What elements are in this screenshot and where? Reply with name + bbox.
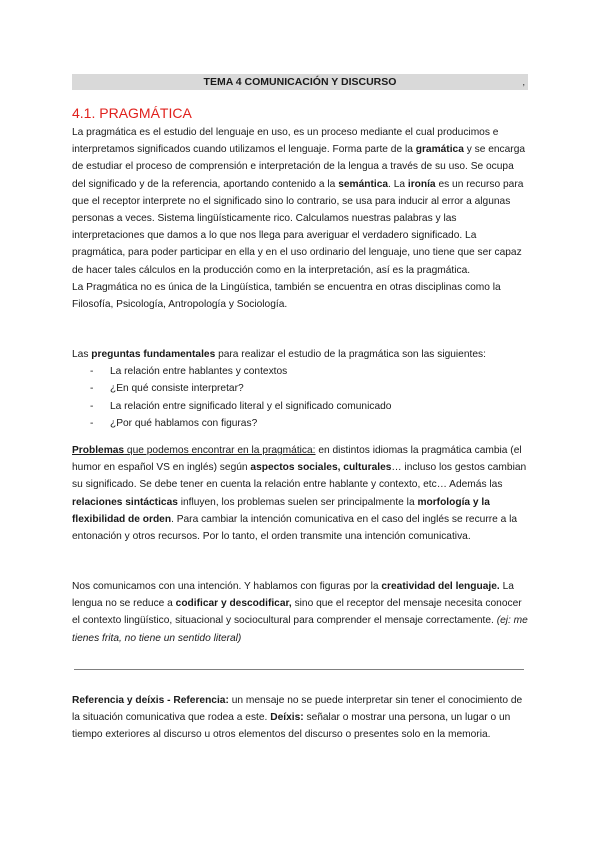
list-item: - La relación entre significado literal y el significado comunicado [90, 398, 530, 415]
section-title: 4.1. PRAGMÁTICA [72, 105, 192, 121]
disciplines-text: La Pragmática no es única de la Lingüística, también se encuentra en otras disciplinas como la Filosofía, Psicología, Antropología y Sociología. [72, 281, 501, 311]
header-mark: , [522, 77, 525, 87]
term-preguntas: preguntas fundamentales [91, 349, 216, 360]
intention-text [72, 578, 530, 647]
problems-paragraph [72, 442, 530, 545]
intro-text-4: es un recurso para que el receptor interprete no el significado sino lo contrario, se usa para inducir al error a algunas personas a veces. Sistema lingüísticamente rico. Calculamos nuestras palabras y las interpretaciones que damos a lo que nos llega para averiguar el verdadero significado. La pragmática, para poder participar en ella y en el uso ordinario del lenguaje, uno tiene que ser capaz de hacer tales cálculos en la producción como en la interpretación, así es la pragmática. [72, 178, 524, 276]
problems-text-2: … incluso los gestos cambian su significado. Se debe tener en cuenta la relación entre hablante y contexto, etc… Además las [72, 462, 527, 491]
reference-text [72, 692, 530, 744]
reference-text-1: un mensaje no se puede interpretar sin tener el conocimiento de la situación comunicativa que rodea a este. [72, 695, 523, 724]
intro-paragraph [72, 124, 530, 313]
intention-paragraph [72, 578, 530, 647]
questions-text-1: Las [72, 349, 92, 360]
reference-paragraph [72, 692, 530, 744]
problems-text [72, 442, 530, 545]
term-problemas: Problemas [72, 445, 125, 456]
problems-text-3: influyen, los problemas suelen ser principalmente la [177, 496, 418, 508]
term-aspectos: aspectos sociales, culturales [250, 462, 392, 474]
term-gramatica: gramática [415, 144, 464, 156]
section-divider [74, 669, 524, 670]
term-codificar: codificar y descodificar, [175, 598, 292, 610]
intention-example: (ej: me tienes frita, no tiene un sentido literal) [72, 615, 528, 644]
list-item: - La relación entre hablantes y contextos [90, 363, 530, 380]
reference-text-2: señalar o mostrar una persona, un lugar o un tiempo exteriores al discurso u otros elementos del discurso o presentes solo en la memoria. [72, 712, 511, 741]
term-relaciones: relaciones sintácticas [72, 496, 178, 508]
questions-text-2: para realizar el estudio de la pragmática son las siguientes: [215, 349, 486, 360]
term-creatividad: creatividad del lenguaje. [381, 581, 500, 592]
intro-text-3: . La [388, 178, 408, 190]
list-item: - ¿Por qué hablamos con figuras? [90, 415, 530, 432]
problems-text-1: en distintos idiomas la pragmática cambia (el humor en español VS en inglés) según [72, 445, 522, 474]
questions-block [72, 346, 530, 432]
term-semantica: semántica [338, 178, 389, 190]
intention-text-1: Nos comunicamos con una intención. Y hablamos con figuras por la [72, 581, 382, 592]
term-referencia: Referencia y deíxis - Referencia: [72, 695, 229, 706]
questions-intro [72, 346, 530, 363]
intro-text-1: La pragmática es el estudio del lenguaje en uso, es un proceso mediante el cual producimos e interpretamos significados cuando utilizamos el lenguaje. Forma parte de la [72, 127, 499, 156]
topic-header [72, 74, 528, 90]
intention-text-2: La lengua no se reduce a [72, 581, 514, 610]
questions-list [72, 363, 530, 432]
topic-title: TEMA 4 COMUNICACIÓN Y DISCURSO [203, 76, 397, 88]
intro-text [72, 124, 530, 279]
intro-text-2: y se encarga de estudiar el proceso de comprensión e interpretación de la lengua a través de su uso. Se ocupa del significado y de la referencia, aportando contenido a la [72, 144, 526, 190]
term-ironia: ironía [407, 178, 436, 190]
term-morfologia: morfología y la flexibilidad de orden [72, 496, 490, 525]
problems-heading-rest: que podemos encontrar en la pragmática: [124, 445, 316, 456]
list-item: - ¿En qué consiste interpretar? [90, 380, 530, 397]
intention-text-3: sino que el receptor del mensaje necesita conocer el contexto lingüístico, situacional y sociocultural para comprender el mensaje correctamente. [72, 598, 522, 627]
term-deixis: Deíxis: [270, 712, 304, 724]
problems-text-4: . Para cambiar la intención comunicativa en el caso del inglés se recurre a la entonación y otros recursos. Por lo tanto, el orden transmite una intención comunicativa. [72, 513, 518, 543]
